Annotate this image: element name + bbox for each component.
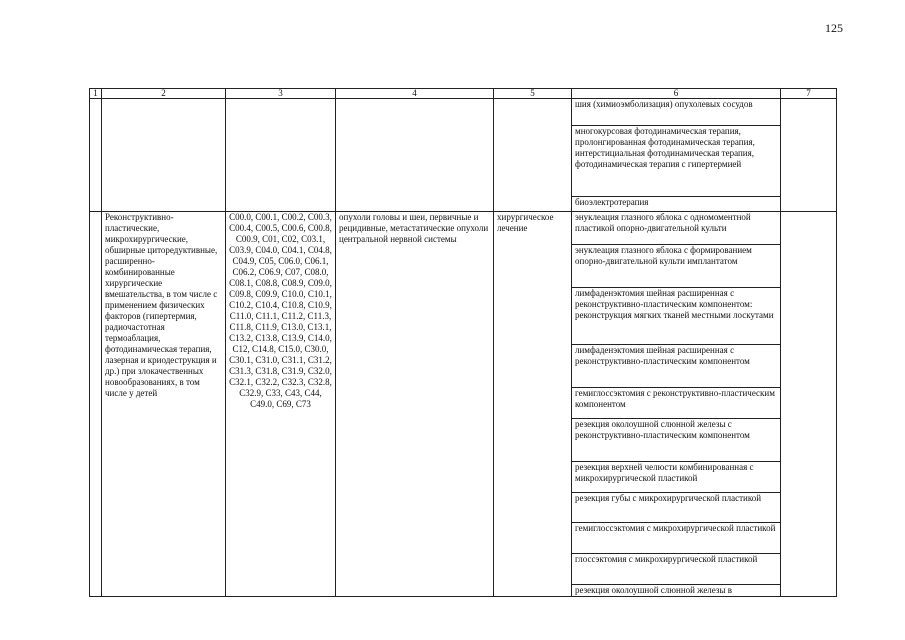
empty-cell-col5	[494, 99, 572, 212]
group-name-cell: Реконструктивно-пластические, микрохирургические, обширные циторедуктивные, расширенно-комбинированные хирургические вмешательства, в том числе с применением физических факторов (гипертермия, радиочастотная термоаблация, фотодинамическая терапия, лазерная и криодеструкция и др.) при злокачественных новообразованиях, в том числе у детей	[102, 212, 226, 597]
col-header-2: 2	[102, 89, 226, 99]
col-header-6: 6	[572, 89, 781, 99]
icd-codes-cell: C00.0, C00.1, C00.2, C00.3, C00.4, C00.5, C00.6, C00.8, C00.9, C01, C02, C03.1, C03.9, C04.0, C04.1, C04.8, C04.9, C05, C06.0, C06.1, C06.2, C06.9, C07, C08.0, C08.1, C08.8, C08.9, C09.0, C09.8, C09.9, C10.0, C10.1, C10.2, C10.4, C10.8, C10.9, C11.0, C11.1, C11.2, C11.3, C11.8, C11.9, C13.0, C13.1, C13.2, C13.8, C13.9, C14.0, C12, C14.8, C15.0, C30.0, C30.1, C31.0, C31.1, C31.2, C31.3, C31.8, C31.9, C32.0, C32.1, C32.2, C32.3, C32.8, C32.9, C33, C43, C44, C49.0, C69, C73	[226, 212, 336, 597]
col-header-5: 5	[494, 89, 572, 99]
method-cell: резекция околоушной слюнной железы в	[572, 584, 781, 596]
header-row	[90, 89, 837, 99]
table-row	[90, 99, 837, 126]
treatment-table	[89, 88, 837, 597]
empty-cell-col3	[226, 99, 336, 212]
method-cell: лимфаденэктомия шейная расширенная с реконструктивно-пластическим компонентом: реконструкция мягких тканей местными лоскутами	[572, 288, 781, 345]
empty-cell-col1	[90, 212, 102, 597]
method-cell: энуклеация глазного яблока с одномоментной пластикой опорно-двигательной культи	[572, 212, 781, 245]
empty-cell-col1	[90, 99, 102, 212]
page-number: 125	[825, 21, 843, 35]
method-cell: гемиглоссэктомия с реконструктивно-пластическим компонентом	[572, 388, 781, 419]
method-cell: лимфаденэктомия шейная расширенная с реконструктивно-пластическим компонентом	[572, 345, 781, 388]
col-header-4: 4	[336, 89, 494, 99]
method-cell: энуклеация глазного яблока с формированием опорно-двигательной культи имплантатом	[572, 245, 781, 288]
patient-model-cell: опухоли головы и шеи, первичные и рецидивные, метастатические опухоли центральной нервной системы	[336, 212, 494, 597]
empty-cell-col7	[781, 212, 837, 597]
method-cell: резекция околоушной слюнной железы с реконструктивно-пластическим компонентом	[572, 419, 781, 462]
empty-cell-col4	[336, 99, 494, 212]
method-cell: многокурсовая фотодинамическая терапия, пролонгированная фотодинамическая терапия, интерстициальная фотодинамическая терапия, фотодинамическая терапия с гипертермией	[572, 125, 781, 197]
table-row	[90, 212, 837, 245]
empty-cell-col7	[781, 99, 837, 212]
treatment-type-cell: хирургическое лечение	[494, 212, 572, 597]
method-cell: биоэлектротерапия	[572, 197, 781, 212]
method-cell: глоссэктомия с микрохирургической пластикой	[572, 553, 781, 584]
col-header-1: 1	[90, 89, 102, 99]
method-cell: шия (химиоэмболизация) опухолевых сосудов	[572, 99, 781, 126]
col-header-3: 3	[226, 89, 336, 99]
method-cell: резекция верхней челюсти комбинированная с микрохирургической пластикой	[572, 461, 781, 492]
method-cell: гемиглоссэктомия с микрохирургической пластикой	[572, 523, 781, 554]
col-header-7: 7	[781, 89, 837, 99]
empty-cell-col2	[102, 99, 226, 212]
method-cell: резекция губы с микрохирургической пластикой	[572, 492, 781, 523]
